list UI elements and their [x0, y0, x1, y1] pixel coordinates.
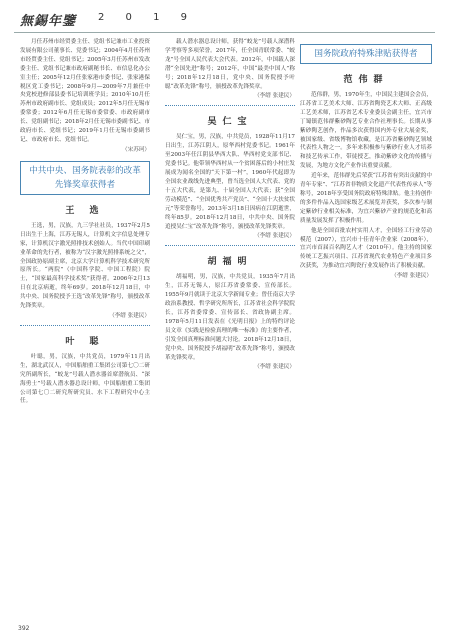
dotted-divider	[20, 325, 150, 326]
paragraph: 胡福明，男，汉族，中共党员，1935年7月出生，江苏无锡人，原江苏省委常委、宣传部长。1955年9月就读于北京大学新闻专业；曾任南京大学政治系教授、哲学研究所所长，江苏省社会科学院院长，江苏省委常委、宣传部长、省政协副主席。1978年5月11日发表在《光明日报》上的特约评论员文章《实践是检验真理的唯一标准》的主要作者，引发全国真理标准问题大讨论。2018年12月18日，党中央、国务院授予胡福明“改革先锋”称号，颁授改革先锋奖章。	[165, 274, 295, 361]
column-2	[165, 38, 295, 376]
source-credit: （李缙 张建民）	[254, 93, 295, 100]
person-name: 叶 聪	[65, 336, 105, 347]
header-divider	[14, 32, 435, 33]
paragraph: 范伟群，男，1970年生，中国民主建国会会员，江苏省工艺美术大师、江苏省陶瓷艺术大师、正高级工艺美术师，江苏省艺术专业委员会副主任，宜兴市丁蜀镇范伟群紫砂陶艺专业合作社理事长。长期从事紫砂陶艺创作，作品多次获得国内外专业大展金奖，被国家级、省级博物馆收藏，是江苏省紫砂陶艺领域代表性人物之一。多年来积极参与紫砂行业人才培养和技艺传承工作，带徒授艺，推动紫砂文化的传播与发展，为地方文化产业作出重要贡献。	[300, 92, 432, 170]
page-header	[14, 10, 435, 30]
source-credit: （李缙 张建民）	[391, 273, 432, 280]
column-3	[300, 38, 432, 285]
source-credit: （李缙 张建民）	[254, 364, 295, 371]
paragraph: 月任苏州市经贸委主任、党组书记兼市工业投资发展有限公司董事长、党委书记；2004年4月任苏州市经贸委主任、党组书记；2005年3月任苏州市发改委主任、党组书记兼市政府副秘书长、市信息化办公室主任；2005年12月任张家港市委书记、张家港保税区党工委书记；2008年9月—2009年7月兼任中央党校进修部县委书记培训班学员；2010年10月任苏州市政府副市长、党组成员；2012年5月任无锡市委常委；2012年6月任无锡市委常委、市政府副市长、党组副书记；2018年2月任无锡市委副书记、市政府市长、党组书记；2019年1月任无锡市委副书记、市政府市长、党组书记。	[20, 39, 150, 143]
page-number: 392	[18, 625, 30, 632]
source-credit: （李缙 张建民）	[254, 233, 295, 240]
person-name: 王 选	[65, 205, 105, 216]
paragraph: 近年来，范伟群先后荣获“江苏省有突出贡献的中青年专家”、“江苏省非物质文化遗产代表性传承人”等称号，2018年享受国务院政府特殊津贴。他主持创作的多件作品入选国家级艺术展览并获奖，多次参与制定紫砂行业相关标准，为宜兴紫砂产业的规范化和高质量发展发挥了积极作用。	[300, 173, 432, 224]
header-year: 2 0 1 9	[98, 12, 196, 23]
column-1	[20, 38, 150, 407]
person-name: 胡福明	[207, 257, 253, 268]
source-credit: （李缙 张建民）	[109, 312, 150, 319]
source-credit: （宋苏珂）	[122, 146, 150, 153]
section-heading: 国务院政府特殊津贴获得者	[300, 44, 432, 64]
paragraph: 吴仁宝，男，汉族，中共党员，1928年11月17日出生，江苏江阴人，原华西村党委书记。1961年至2003年任江阴县华西大队、华西村党支部书记、党委书记。他带领华西村从一个贫困落后的小村庄发展成为闻名全国的“天下第一村”，1960年代起即为全国农业战线先进典型，曾当选全国人大代表、党的十五大代表，是第九、十届全国人大代表；获“全国劳动模范”、“全国优秀共产党员”、“全国十大扶贫状元”等荣誉称号。2013年3月18日因病在江阴逝世，终年85岁。2018年12月18日，中共中央、国务院追授吴仁宝“改革先锋”称号，颁授改革先锋奖章。	[165, 134, 295, 230]
person-name: 范伟群	[343, 75, 389, 85]
paragraph: 载人潜水器总设计师，获得“蛟龙”号载人深潜科学考察等多项荣誉。2017年，任全国青联常委、“蛟龙”号全国人民代表大会代表。2012年，中国载人深潜“全国先进”称号；2012年，中国“最美中国人”称号；2018年12月18日，党中央、国务院授予叶聪“改革先锋”称号，颁授改革先锋奖章。	[165, 39, 295, 90]
dotted-divider	[165, 245, 295, 246]
paragraph: 王选，男，汉族，九三学社社员，1937年2月5日出生于上海，江苏无锡人，计算机文字信息处理专家，计算机汉字激光照排技术创始人。当代中国印刷业革命的先行者，被称为“汉字激光照排系统之父”，全国政协原副主席，北京大学计算机科学技术研究所原所长。“两院”（中国科学院、中国工程院）院士，“国家最高科学技术奖”获得者。2006年2月13日在北京病逝，终年69岁。2018年12月18日，中共中央、国务院授予王选“改革先锋”称号，颁授改革先锋奖章。	[20, 222, 150, 310]
paragraph: 叶聪，男，汉族，中共党员，1979年11月出生，湖北武汉人，中国船舶重工集团公司第七〇二研究所副所长，“蛟龙”号载人潜水器首席潜航员、“深海勇士”号载人潜水器总设计师，中国船舶重工集团公司第七〇二研究所研究员、水下工程研究中心主任。	[20, 353, 150, 405]
paragraph: 他是全国首批农村实用人才，全国轻工行业劳动模范（2007），宜兴市十佳青年企业家（2008年），宜兴市首届百名陶艺人才（2010年）。他主持的国家传统工艺振兴项目、江苏省现代农业特色产业项目多次获奖，为推动宜兴陶瓷行业发展作出了积极贡献。	[300, 227, 432, 270]
section-heading: 中共中央、国务院表彰的改革先锋奖章获得者	[20, 161, 150, 195]
yearbook-logo: 無錫年鑒	[20, 14, 77, 29]
dotted-divider	[165, 105, 295, 106]
person-name: 吴仁宝	[207, 117, 253, 128]
